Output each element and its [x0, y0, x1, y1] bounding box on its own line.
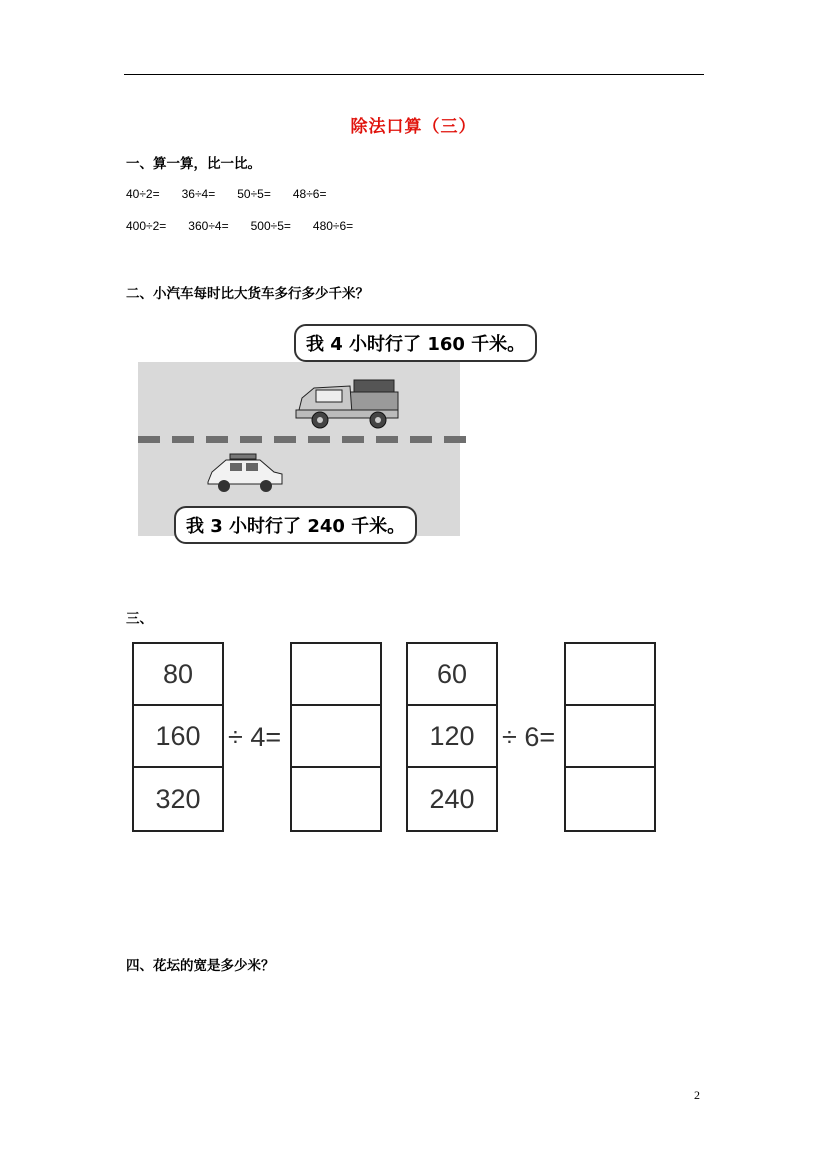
dividend-cell: 80	[134, 644, 222, 706]
dividend-cell: 240	[429, 783, 475, 814]
lane-markings	[138, 436, 460, 443]
operator-label-2: ÷ 6=	[502, 722, 556, 752]
answer-cell[interactable]	[566, 768, 654, 830]
answer-cell[interactable]	[292, 768, 380, 830]
problem: 480÷6=	[312, 219, 354, 233]
problem: 36÷4=	[181, 187, 216, 201]
section2-heading: 二、小汽车每时比大货车多行多少千米？	[126, 286, 369, 302]
answer-cell[interactable]	[566, 706, 654, 768]
page-title: 除法口算（三）	[350, 117, 477, 137]
dividend-cell: 160	[134, 706, 222, 768]
section1-row2	[126, 219, 375, 233]
problem: 360÷4=	[188, 219, 229, 233]
car-speech-bubble: 我 3 小时行了 240 千米。	[174, 506, 417, 544]
problem: 400÷2=	[126, 219, 167, 233]
road-illustration	[126, 312, 576, 560]
section1-heading: 一、算一算，比一比。	[126, 156, 261, 172]
answer-cell[interactable]	[566, 644, 654, 706]
section3-heading: 三、	[126, 611, 153, 627]
car-icon	[204, 452, 286, 498]
section1-row1	[126, 187, 349, 201]
answer-box-2	[564, 642, 656, 832]
page-number: 2	[694, 1088, 700, 1102]
header-rule	[124, 74, 704, 75]
dividend-cell: 320	[155, 783, 201, 814]
problem: 50÷5=	[237, 187, 271, 201]
truck-speech-bubble: 我 4 小时行了 160 千米。	[294, 324, 537, 362]
answer-box-1	[290, 642, 382, 832]
problem: 40÷2=	[126, 187, 160, 201]
section4-heading: 四、花坛的宽是多少米？	[126, 958, 275, 974]
answer-cell[interactable]	[292, 644, 380, 706]
dividend-cell: 120	[408, 706, 496, 768]
operator-label-1: ÷ 4=	[228, 722, 282, 752]
answer-cell[interactable]	[292, 706, 380, 768]
problem: 48÷6=	[292, 187, 327, 201]
dividend-cell: 60	[408, 644, 496, 706]
truck-icon	[294, 374, 400, 434]
dividend-box-1	[132, 642, 224, 832]
dividend-box-2	[406, 642, 498, 832]
problem: 500÷5=	[250, 219, 291, 233]
